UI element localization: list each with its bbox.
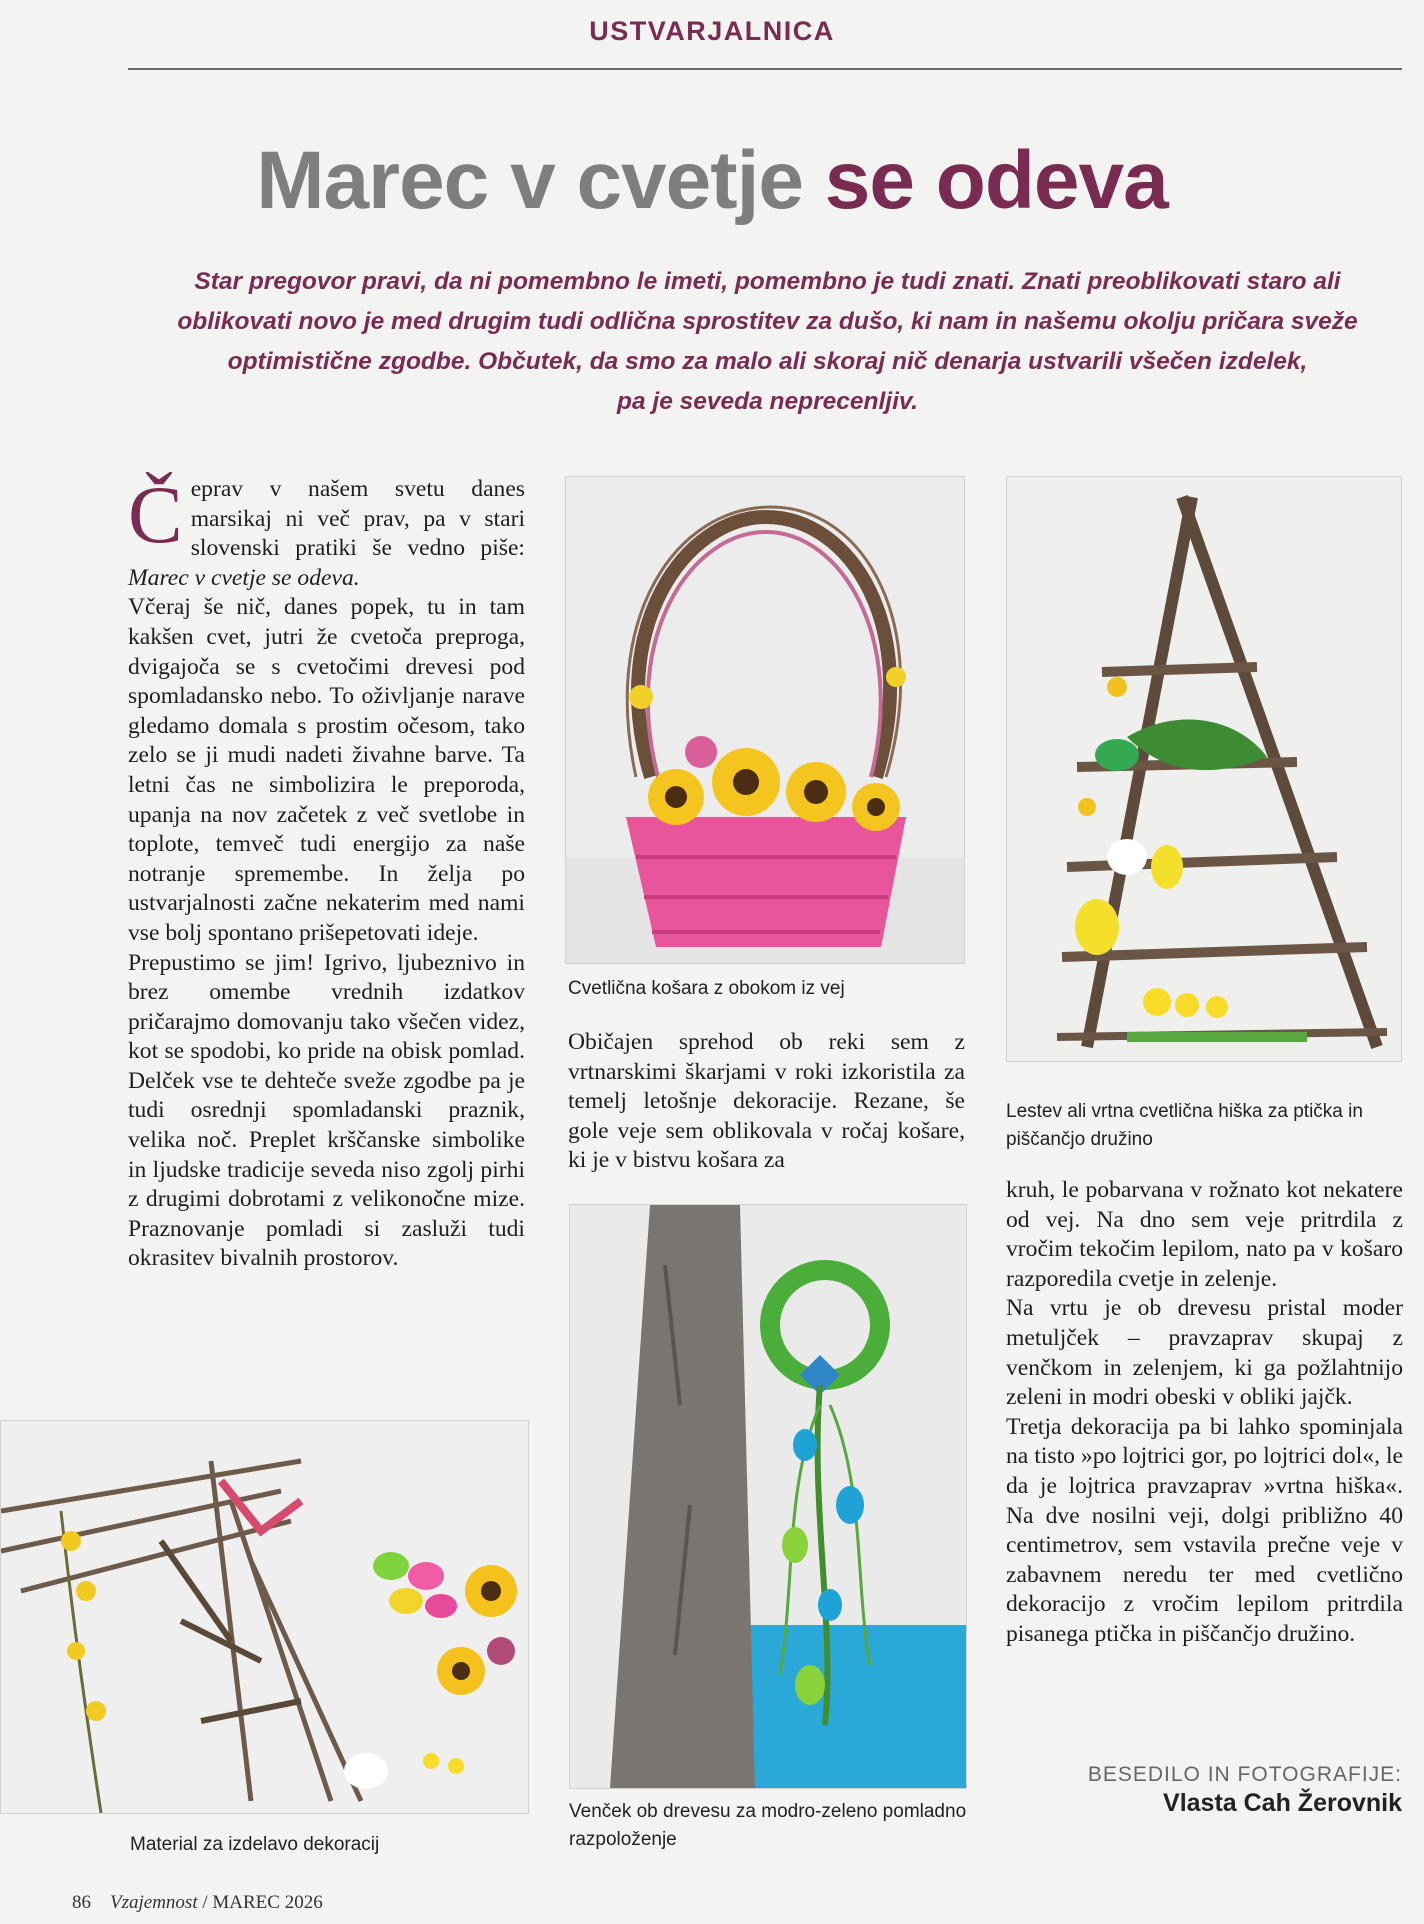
lead-line: Star pregovor pravi, da ni pomembno le imeti, pomembno je tudi znati. Znati preoblikovati staro ali: [194, 268, 1341, 295]
section-label: USTVARJALNICA: [589, 16, 835, 46]
wreath-photo: [569, 1204, 967, 1789]
article-title: [0, 135, 1424, 226]
basket-photo: [565, 476, 965, 964]
intro-text: eprav v našem svetu danes marsikaj ni več prav, pa v stari slovenski pratiki še vedno piše:: [190, 476, 525, 562]
byline-author: Vlasta Cah Žerovnik: [1163, 1789, 1402, 1817]
paragraph-intro: [128, 469, 525, 593]
basket-caption: Cvetlična košara z obokom iz vej: [568, 978, 845, 999]
paragraph: Običajen sprehod ob reki sem z vrtnarskimi škarjami v roki izkoristila za temelj letošnje dekoracije. Rezane, še gole veje sem oblikovala v ročaj košare, ki je v bistvu košara za: [568, 1029, 965, 1174]
wreath-image: [570, 1205, 966, 1788]
paragraph: Tretja dekoracija pa bi lahko spominjala na tisto »po lojtrici gor, po lojtrici dol«, le da je lojtrica pravzaprav »vrtna hiška«. Na dve nosilni veji, dolgi približno 40 centimetrov, sem vstavila prečne veje v zabavnem neredu ter med cvetlično dekoracijo z vročim lepilom pritrdila pisanega ptička in piščančjo družino.: [1006, 1413, 1403, 1647]
page-number: 86: [72, 1892, 91, 1913]
material-image: [1, 1421, 528, 1813]
paragraph: Prepustimo se jim! Igrivo, ljubeznivo in brez omembe vrednih izdatkov pričarajmo domovanju tako všečen videz, kot se spodobi, ko pride na obisk pomlad. Delček vse te dehteče sveže zgodbe pa je tudi osrednji spomladanski praznik, velika noč. Preplet krščanske simbolike in ljudske tradicije seveda niso zgolj pirhi z drugimi dobrotami z velikonočne mize. Praznovanje pomladi si zasluži tudi okrasitev bivalnih prostorov.: [128, 949, 525, 1272]
intro-proverb: Marec v cvetje se odeva.: [128, 564, 360, 591]
lead-paragraph: [145, 262, 1390, 422]
magazine-name: Vzajemnost: [110, 1892, 198, 1913]
material-caption: Material za izdelavo dekoracij: [130, 1834, 380, 1855]
lead-line: optimistične zgodbe. Občutek, da smo za malo ali skoraj nič denarja ustvarili všečen izdelek,: [227, 348, 1308, 375]
page-footer: [72, 1892, 323, 1914]
paragraph: Včeraj še nič, danes popek, tu in tam kakšen cvet, jutri že cvetoča preproga, dvigajoča se s cvetočimi drevesi pod spomladansko nebo. To oživljanje narave gledamo domala s prostim očesom, tako zelo se ji mudi nadeti živahne barve. Ta letni čas ne simbolizira le preporoda, upanja na nov začetek z več svetlobe in toplote, temveč tudi energijo za naše notranje spremembe. In želja po ustvarjalnosti začne nekaterim med nami vse bolj spontano prišepetovati ideje.: [128, 594, 525, 946]
drop-cap: Č: [128, 469, 183, 560]
column-3: [1006, 1176, 1403, 1650]
title-part-2: se odeva: [824, 135, 1168, 226]
lead-line: pa je seveda neprecenljiv.: [617, 388, 918, 415]
ladder-caption: Lestev ali vrtna cvetlična hiška za ptička in piščančjo družino: [1006, 1101, 1363, 1150]
wreath-caption: Venček ob drevesu za modro-zeleno pomladno razpoloženje: [569, 1801, 967, 1850]
material-photo: [0, 1420, 529, 1814]
column-1: [128, 469, 525, 1274]
basket-image: [566, 477, 964, 963]
byline-label: BESEDILO IN FOTOGRAFIJE:: [1087, 1763, 1402, 1786]
column-2: [568, 1028, 965, 1176]
title-part-1: Marec v cvetje: [256, 135, 803, 226]
lead-line: oblikovati novo je med drugim tudi odlična sprostitev za dušo, ki nam in našemu okolju pričara sveže: [177, 308, 1358, 335]
issue-date: / MAREC 2026: [202, 1892, 323, 1913]
ladder-photo: [1006, 476, 1402, 1062]
header-rule: [128, 68, 1402, 70]
paragraph: kruh, le pobarvana v rožnato kot nekatere od vej. Na dno sem veje pritrdila z vročim tekočim lepilom, nato pa v košaro razporedila cvetje in zelenje.: [1006, 1177, 1403, 1292]
paragraph: Na vrtu je ob drevesu pristal moder metuljček – pravzaprav skupaj z venčkom in zelenjem, ki ga požlahtnijo zeleni in modri obeski v obliki jajčk.: [1006, 1295, 1403, 1411]
byline: [1088, 1763, 1402, 1818]
ladder-image: [1007, 477, 1401, 1061]
